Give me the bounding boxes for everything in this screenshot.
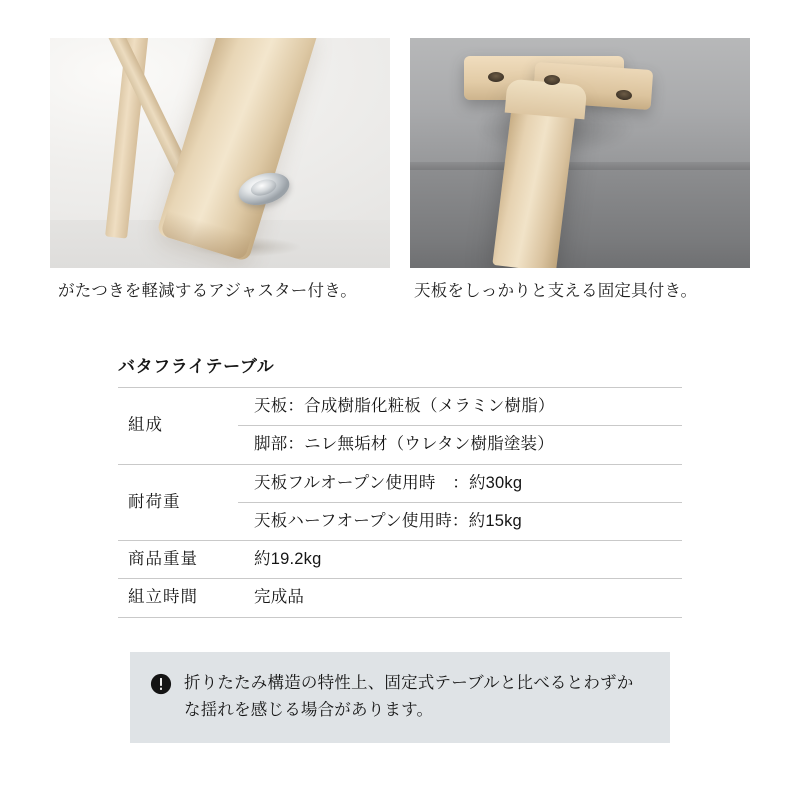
spec-label: 商品重量 <box>118 541 238 579</box>
spec-label: 組成 <box>118 388 238 465</box>
table-row <box>118 464 682 502</box>
notice-box <box>130 652 670 743</box>
photo-cell-adjuster <box>50 38 390 302</box>
notice-text: 折りたたみ構造の特性上、固定式テーブルと比べるとわずかな揺れを感じる場合があります。 <box>184 674 634 719</box>
warning-icon <box>150 673 172 695</box>
spec-value: 天板：合成樹脂化粧板（メラミン樹脂） <box>238 388 682 426</box>
spec-value: 天板ハーフオープン使用時：約15kg <box>238 502 682 540</box>
spec-value: 脚部：ニレ無垢材（ウレタン樹脂塗装） <box>238 426 682 464</box>
photo-row <box>50 38 750 302</box>
bracket-photo-caption: 天板をしっかりと支える固定具付き。 <box>414 282 698 300</box>
spec-value: 完成品 <box>238 579 682 617</box>
adjuster-photo-caption: がたつきを軽減するアジャスター付き。 <box>58 282 357 300</box>
screw-hole <box>488 72 504 82</box>
spec-table <box>118 387 682 618</box>
spec-label: 耐荷重 <box>118 464 238 541</box>
tabletop-edge <box>410 162 750 170</box>
spec-label: 組立時間 <box>118 579 238 617</box>
spec-section <box>118 352 682 618</box>
photo-cell-bracket <box>410 38 750 302</box>
screw-hole <box>544 75 560 85</box>
table-row <box>118 579 682 617</box>
support-leg-top <box>505 79 588 120</box>
spec-value: 約19.2kg <box>238 541 682 579</box>
spec-value: 天板フルオープン使用時 ：約30kg <box>238 464 682 502</box>
table-row <box>118 388 682 426</box>
tabletop-underside <box>410 170 750 268</box>
table-row <box>118 541 682 579</box>
bracket-photo <box>410 38 750 268</box>
spec-title: バタフライテーブル <box>118 357 275 376</box>
adjuster-photo <box>50 38 390 268</box>
